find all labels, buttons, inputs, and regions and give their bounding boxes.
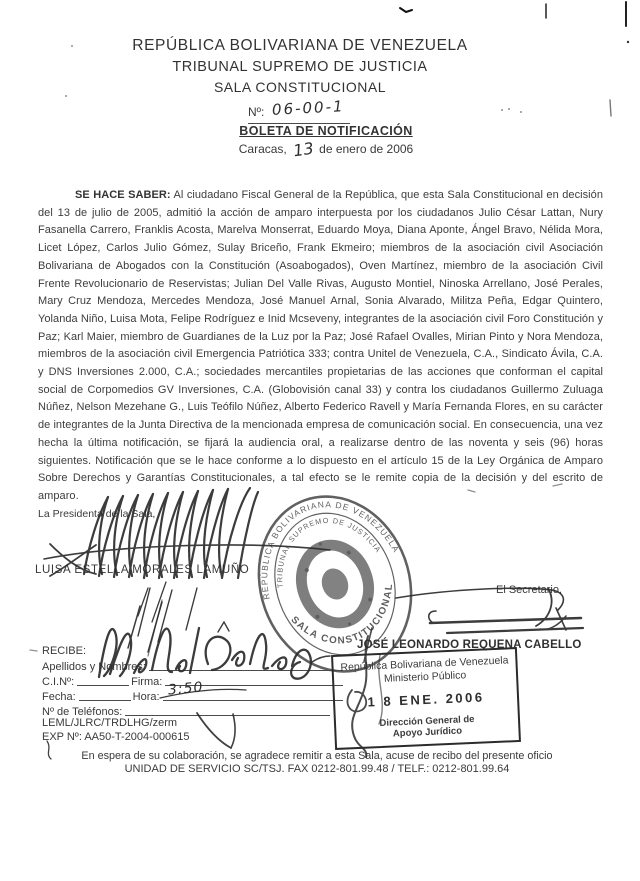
footer-contact: UNIDAD DE SERVICIO SC/TSJ. FAX 0212-801.99.48 / TELF.: 0212-801.99.64 [124,763,510,775]
apellidos-label: Apellidos y Nombres: [42,661,146,673]
telefonos-blank-line [125,703,330,716]
hora-handwritten: 3:50 [167,679,205,699]
case-number-label: Nº: [248,105,265,119]
reference-code: LEML/JLRC/TRDLHG/zerm [42,717,178,729]
dateline-rest: de enero de 2006 [319,142,414,156]
dateline [12,138,640,161]
chamber-title: SALA CONSTITUCIONAL [213,79,387,95]
stamp-office: Ministerio Público [383,669,467,685]
expediente-line [42,731,190,743]
fecha-label: Fecha: [42,691,76,703]
secretary-role: El Secretario, [496,584,563,596]
stamp-country: República Bolivariana de Venezuela [340,654,509,674]
fecha-blank-line [79,688,131,701]
document-title: BOLETA DE NOTIFICACIÓN [239,124,413,138]
exp-value: AA50-T-2004-000615 [84,731,190,743]
body-text: Al ciudadano Fiscal General de la República, que esta Sala Constitucional en decisión del 13 de julio de 2005, admitió la acción de amparo interpuesta por los ciudadanos Julio César Lattan, Nury Fasanella Carrero, Franklis Acosta, Marelva Monserrat, Eduardo Moya, Diana Aponte, Ángel Bravo, Nélida Mora, Licet López, Carlos Julio Gómez, Sulay Briceño, Frank Ekmeiro; miembros de la asociación civil Asociación Bolivariana de Abogados con la Constitución (Asoabogados), Oven Martínez, miembro de la asociación Civil Frente Revolucionario de Reservistas; Julian Del Valle Rivas, Augusto Montiel, Ninoska Arrellano, José Perales, Mary Cruz Mendoza, Mercedes Mendoza, José Manuel Arnal, Sonia Alvarado, Militza Peña, Edgar Quintero, Yolanda Niño, Luisa Mota, Felipe Rodríguez e Inid Mcseveny, integrantes de la asociación civil Foro Constitución y Paz; Karl Maier, miembro de Guardianes de la Luz por la Paz; José Rafael Ovalles, Mirian Pinto y Nora Mendoza, miembros de la asociación civil Emergencia Patriótica 333; contra Unitel de Venezuela, C.A., Sindicato Ávila, C.A. y DNS Inversiones 2.000, C.A.; sociedades mercantiles propietarias de las acciones que conforman el capital social de Corpomedios GV Inversiones, C.A. (Globovisión canal 33) y contra los ciudadanos Guillermo Zuluaga Núñez, Nelson Mezehane G., Luis Teófilo Núñez, Alberto Federico Ravell y María Fernanda Flores, en su carácter de integrantes de la Junta Directiva de la mencionada empresa de comunicación social. En consecuencia, una vez hecha la última notificación, se fijará la audiencia oral, a realizarse dentro de las noventa y seis (96) horas siguientes. Notificación que se le hace conforme a lo dispuesto en el artículo 15 de la Ley Orgánica de Amparo Sobre Derechos y Garantías Constitucionales, a tal efecto se le remite copia de la decisión y del escrito de amparo. [38,189,603,502]
president-name: LUISA ESTELLA MORALES LAMUÑO [35,564,250,576]
stamp-direction-line1: Dirección General de [379,713,475,730]
receive-row-telefonos [42,703,332,718]
secretary-name: JOSÉ LEONARDO REQUENA CABELLO [357,639,582,651]
telefonos-label: Nº de Teléfonos: [42,706,123,718]
body-lead: SE HACE SABER: [75,189,171,201]
president-role: La Presidenta de la Sala, [38,508,156,520]
letterhead [0,37,600,95]
hora-label: Hora: [132,691,160,703]
case-number-line [248,99,350,124]
dateline-day-handwritten: 13 [291,138,315,161]
apellidos-blank-line [149,658,343,671]
stamp-direction-line2: Apoyo Jurídico [392,725,463,740]
receive-row-apellidos [42,658,345,673]
country-title: REPÚBLICA BOLIVARIANA DE VENEZUELA [132,37,468,54]
seal-ring1-text: REPÚBLICA BOLIVARIANA DE VENEZUELA [259,499,402,601]
ci-label: C.I.Nº: [42,676,75,688]
notification-body [38,187,603,506]
exp-label: EXP Nº: [42,731,82,743]
court-title: TRIBUNAL SUPREMO DE JUSTICIA [172,59,428,75]
firma-label: Firma: [131,676,163,688]
case-number-handwritten: 06-00-1 [271,97,345,119]
ci-blank-line [77,673,129,686]
seal-bottom-text: SALA CONSTITUCIONAL [288,582,396,647]
dateline-city: Caracas, [238,142,287,156]
stamp-date: 1 8 ENE. 2006 [367,689,485,710]
receive-title: RECIBE: [42,645,87,657]
seal-ring2-text: TRIBUNAL SUPREMO DE JUSTICIA [275,515,384,589]
footer-note: En espera de su colaboración, se agradece remitir a esta Sala, acuse de recibo del presente oficio [81,750,553,762]
ministry-stamp [331,647,521,750]
